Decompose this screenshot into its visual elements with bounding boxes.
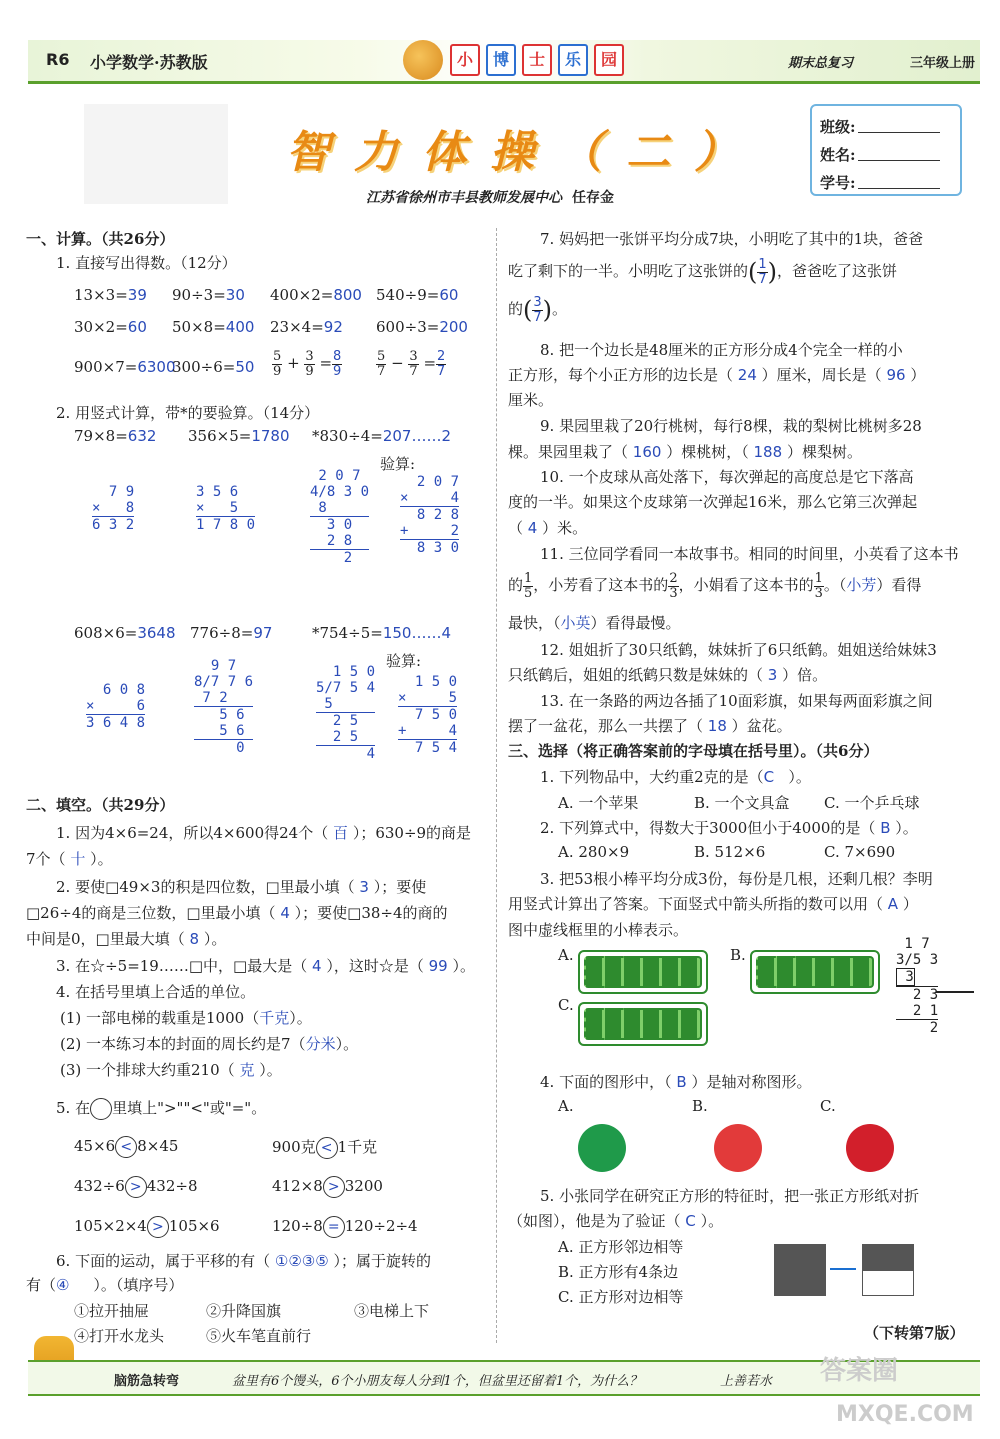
calc-item: 540÷9=60	[376, 286, 459, 304]
arrow-right-icon	[830, 1268, 856, 1270]
vertical-division: 9 7 8/7 7 6 7 2 5 6 5 6 0	[194, 658, 254, 756]
compare-item: 105×2×4 > 105×6	[74, 1216, 220, 1238]
equation: *754÷5=150……4	[312, 624, 451, 642]
qr-code-placeholder	[84, 104, 228, 204]
fill-q1-cont: 7个（ 十 ）。	[26, 850, 113, 868]
choice-q5-cont: （如图），他是为了验证（ C ）。	[508, 1212, 724, 1230]
riddle-tail: 上善若水	[720, 1374, 773, 1389]
choice-option: A. 一个苹果	[558, 794, 639, 812]
vertical-division: 1 5 0 5/7 5 4 5 2 5 2 5 4	[316, 664, 376, 762]
fill-q2-cont: 中间是0，□里最大填（ 8 ）。	[26, 930, 227, 948]
fill-q8-cont: 厘米。	[508, 391, 554, 409]
column-divider	[496, 228, 497, 1343]
fraction-calc: $\frac{5}{9}$ + $\frac{3}{9}$ = $\frac{8}{9}$	[273, 349, 342, 379]
equation: 79×8=632	[74, 427, 157, 445]
fraction-calc: $\frac{5}{7}$ − $\frac{3}{7}$ = $\frac{2}{7}$	[377, 349, 446, 379]
vertical-calc: 3 5 6 × 5 1 7 8 0	[196, 484, 256, 533]
fill-q8: 8. 把一个边长是48厘米的正方形分成4个完全一样的小	[540, 341, 903, 359]
fill-q12: 12. 姐姐折了30只纸鹤，妹妹折了6只纸鹤。姐姐送给妹妹3	[540, 641, 937, 659]
fill-q4-1: (1) 一部电梯的载重是1000（千克）。	[60, 1009, 312, 1027]
option-item: ②升降国旗	[206, 1302, 282, 1320]
option-item: ⑤火车笔直前行	[206, 1327, 312, 1345]
riddle-text: 盆里有6个馒头，6个小朋友每人分到1个，但盆里还留着1个，为什么？	[232, 1374, 643, 1389]
equation: *830÷4=207……2	[312, 427, 451, 445]
name-field[interactable]: 姓名:	[820, 140, 952, 168]
choice-q3: 3. 把53根小棒平均分成3份，每份是几根，还剩几根？李明	[540, 870, 933, 888]
fill-q7-cont: 的( $\frac{3}{7}$ )。	[508, 295, 568, 325]
vertical-check: 1 5 0 × 5 7 5 0 + 4 7 5 4	[398, 674, 458, 756]
calc-item: 30×2=60	[74, 318, 147, 336]
equation: 776÷8=97	[190, 624, 273, 642]
lion-mascot-icon	[403, 40, 443, 80]
riddle-label: 脑筋急转弯	[114, 1374, 180, 1389]
fill-q2: 2. 要使□49×3的积是四位数，□里最小填（ 3 ）；要使	[56, 878, 427, 896]
choice-option: C. 正方形对边相等	[558, 1288, 684, 1306]
subject-label: 小学数学·苏教版	[90, 53, 208, 72]
compare-circle-icon	[90, 1098, 112, 1120]
calc-item: 90÷3=30	[172, 286, 245, 304]
option-label: A.	[558, 1097, 574, 1115]
arrow-left-icon	[936, 991, 974, 993]
calc-item: 50×8=400	[172, 318, 255, 336]
choice-q1: 1. 下列物品中，大约重2克的是（C ）。	[540, 768, 811, 786]
option-label: B.	[692, 1097, 708, 1115]
page-title: 智力体操（二）	[286, 127, 762, 178]
fill-q6-cont: 有（④ ）。（填序号）	[26, 1276, 184, 1294]
choice-q4: 4. 下面的图形中，（ B ）是轴对称图形。	[540, 1073, 812, 1091]
header-band	[28, 40, 980, 84]
compare-item: 45×6 < 8×45	[74, 1136, 178, 1158]
fill-q11-cont: 最快，（小英）看得最慢。	[508, 614, 681, 632]
review-label: 期末总复习	[788, 56, 854, 71]
fill-q9: 9. 果园里栽了20行桃树，每行8棵，栽的梨树比桃树多28	[540, 417, 922, 435]
option-label: A.	[558, 946, 574, 964]
compare-item: 412×8 > 3200	[272, 1176, 383, 1198]
flower-logo-c-icon	[846, 1124, 894, 1172]
option-item: ③电梯上下	[354, 1302, 430, 1320]
fill-q5: 5. 在 里填上">""<"或"="。	[56, 1097, 266, 1120]
fill-q6: 6. 下面的运动，属于平移的有（ ①②③⑤ ）；属于旋转的	[56, 1252, 431, 1270]
fill-q9-cont: 棵。果园里栽了（ 160 ）棵桃树，（ 188 ）棵梨树。	[508, 443, 862, 461]
compare-item: 432÷6 > 432÷8	[74, 1176, 198, 1198]
choice-option: B. 一个文具盒	[694, 794, 790, 812]
option-item: ①拉开抽屉	[74, 1302, 150, 1320]
calc-item: 900×7=6300	[74, 358, 176, 376]
choice-option: C. 7×690	[824, 843, 896, 861]
section-1-title: 一、计算。（共26分）	[26, 230, 175, 248]
continue-label: （下转第7版）	[864, 1324, 965, 1342]
logo-a-icon	[578, 1124, 626, 1172]
q2-title: 2. 用竖式计算，带*的要验算。（14分）	[56, 404, 320, 422]
vertical-calc: 7 9 × 8 6 3 2	[92, 484, 135, 533]
fill-q8-cont: 正方形，每个小正方形的边长是（ 24 ）厘米，周长是（ 96 ）	[508, 366, 926, 384]
fill-q10-cont: （ 4 ）米。	[508, 519, 588, 537]
choice-option: A. 正方形邻边相等	[558, 1238, 684, 1256]
calc-item: 300÷6=50	[172, 358, 255, 376]
choice-q3-cont: 用竖式计算出了答案。下面竖式中箭头所指的数可以用（ A ）	[508, 895, 918, 913]
calc-item: 400×2=800	[270, 286, 362, 304]
q1-title: 1. 直接写出得数。（12分）	[56, 254, 237, 272]
check-label: 验算:	[386, 652, 422, 670]
author-line: 江苏省徐州市丰县教师发展中心 任存金	[366, 190, 614, 206]
sticks-image-b	[750, 950, 880, 994]
vertical-calc: 6 0 8 × 6 3 6 4 8	[86, 682, 146, 731]
fill-q13: 13. 在一条路的两边各插了10面彩旗，如果每两面彩旗之间	[540, 692, 933, 710]
fill-q12-cont: 只纸鹤后，姐姐的纸鹤只数是妹妹的（ 3 ）倍。	[508, 666, 828, 684]
option-label: B.	[730, 946, 746, 964]
choice-option: B. 512×6	[694, 843, 766, 861]
choice-q3-cont: 图中虚线框里的小棒表示。	[508, 921, 689, 939]
choice-option: A. 280×9	[558, 843, 630, 861]
fill-q4: 4. 在括号里填上合适的单位。	[56, 983, 256, 1001]
vertical-check: 2 0 7 × 4 8 2 8 + 2 8 3 0	[400, 474, 460, 556]
equation: 356×5=1780	[188, 427, 290, 445]
edition-label: R6	[46, 50, 70, 69]
choice-q5: 5. 小张同学在研究正方形的特征时，把一张正方形纸对折	[540, 1187, 920, 1205]
calc-item: 23×4=92	[270, 318, 343, 336]
fill-q7-cont: 吃了剩下的一半。小明吃了这张饼的( $\frac{1}{7}$ )，爸爸吃了这张饼	[508, 257, 898, 287]
check-label: 验算:	[380, 455, 416, 473]
calc-item: 13×3=39	[74, 286, 147, 304]
fill-q10-cont: 度的一半。如果这个皮球第一次弹起16米，那么它第三次弹起	[508, 493, 918, 511]
calc-item: 600÷3=200	[376, 318, 468, 336]
fill-q4-2: (2) 一本练习本的封面的周长约是7（分米）。	[60, 1035, 359, 1053]
vertical-division: 2 0 7 4/8 3 0 8 3 0 2 8 2	[310, 468, 370, 566]
option-label: C.	[820, 1097, 836, 1115]
class-field[interactable]: 班级:	[820, 112, 952, 140]
option-label: C.	[558, 996, 574, 1014]
section-3-title: 三、选择（将正确答案前的字母填在括号里）。（共6分）	[508, 742, 879, 760]
fill-q3: 3. 在☆÷5=19……□中，□最大是（ 4 ），这时☆是（ 99 ）。	[56, 957, 475, 975]
logo-b-icon	[714, 1124, 762, 1172]
choice-option: C. 一个乒乓球	[824, 794, 920, 812]
student-info-box	[810, 104, 962, 196]
fill-q2-cont: □26÷4的商是三位数，□里最小填（ 4 ）；要使□38÷4的商的	[26, 904, 448, 922]
sticks-image-a	[578, 950, 708, 994]
brand-logo: 小 博 士 乐 园	[450, 44, 624, 76]
equation: 608×6=3648	[74, 624, 176, 642]
fill-q13-cont: 摆了一盆花，那么一共摆了（ 18 ）盆花。	[508, 717, 792, 735]
fill-q7: 7. 妈妈把一张饼平均分成7块，小明吃了其中的1块，爸爸	[540, 230, 924, 248]
section-2-title: 二、填空。（共29分）	[26, 796, 175, 814]
fill-q4-3: (3) 一个排球大约重210（ 克 ）。	[60, 1061, 282, 1079]
fill-q10: 10. 一个皮球从高处落下，每次弹起的高度总是它下落高	[540, 468, 914, 486]
vertical-division: 1 7 3/5 3 3 2 3 2 1 2	[896, 936, 939, 1036]
choice-option: B. 正方形有4条边	[558, 1263, 679, 1281]
id-field[interactable]: 学号:	[820, 168, 952, 196]
sticks-image-c	[578, 1002, 708, 1046]
choice-q2: 2. 下列算式中，得数大于3000但小于4000的是（ B ）。	[540, 819, 918, 837]
compare-item: 120÷8 = 120÷2÷4	[272, 1216, 418, 1238]
watermark-logo: 答案圈	[820, 1356, 899, 1386]
fill-q11-cont: 的 $\frac{1}{5}$ ，小芳看了这本书的 $\frac{2}{3}$ ，小娟看了这本书的 $\frac{1}{3}$ 。（小芳）看得	[508, 571, 922, 601]
watermark-url: MXQE.COM	[836, 1402, 974, 1427]
option-item: ④打开水龙头	[74, 1327, 165, 1345]
fill-q1: 1. 因为4×6=24，所以4×600得24个（ 百 ）；630÷9的商是	[56, 824, 472, 842]
grade-label: 三年级上册	[910, 56, 976, 71]
folded-paper-image	[862, 1244, 914, 1270]
compare-item: 900克 < 1千克	[272, 1136, 377, 1159]
folded-paper-outline	[862, 1270, 914, 1296]
fill-q11: 11. 三位同学看同一本故事书。相同的时间里，小英看了这本书	[540, 545, 959, 563]
square-paper-image	[774, 1244, 826, 1296]
